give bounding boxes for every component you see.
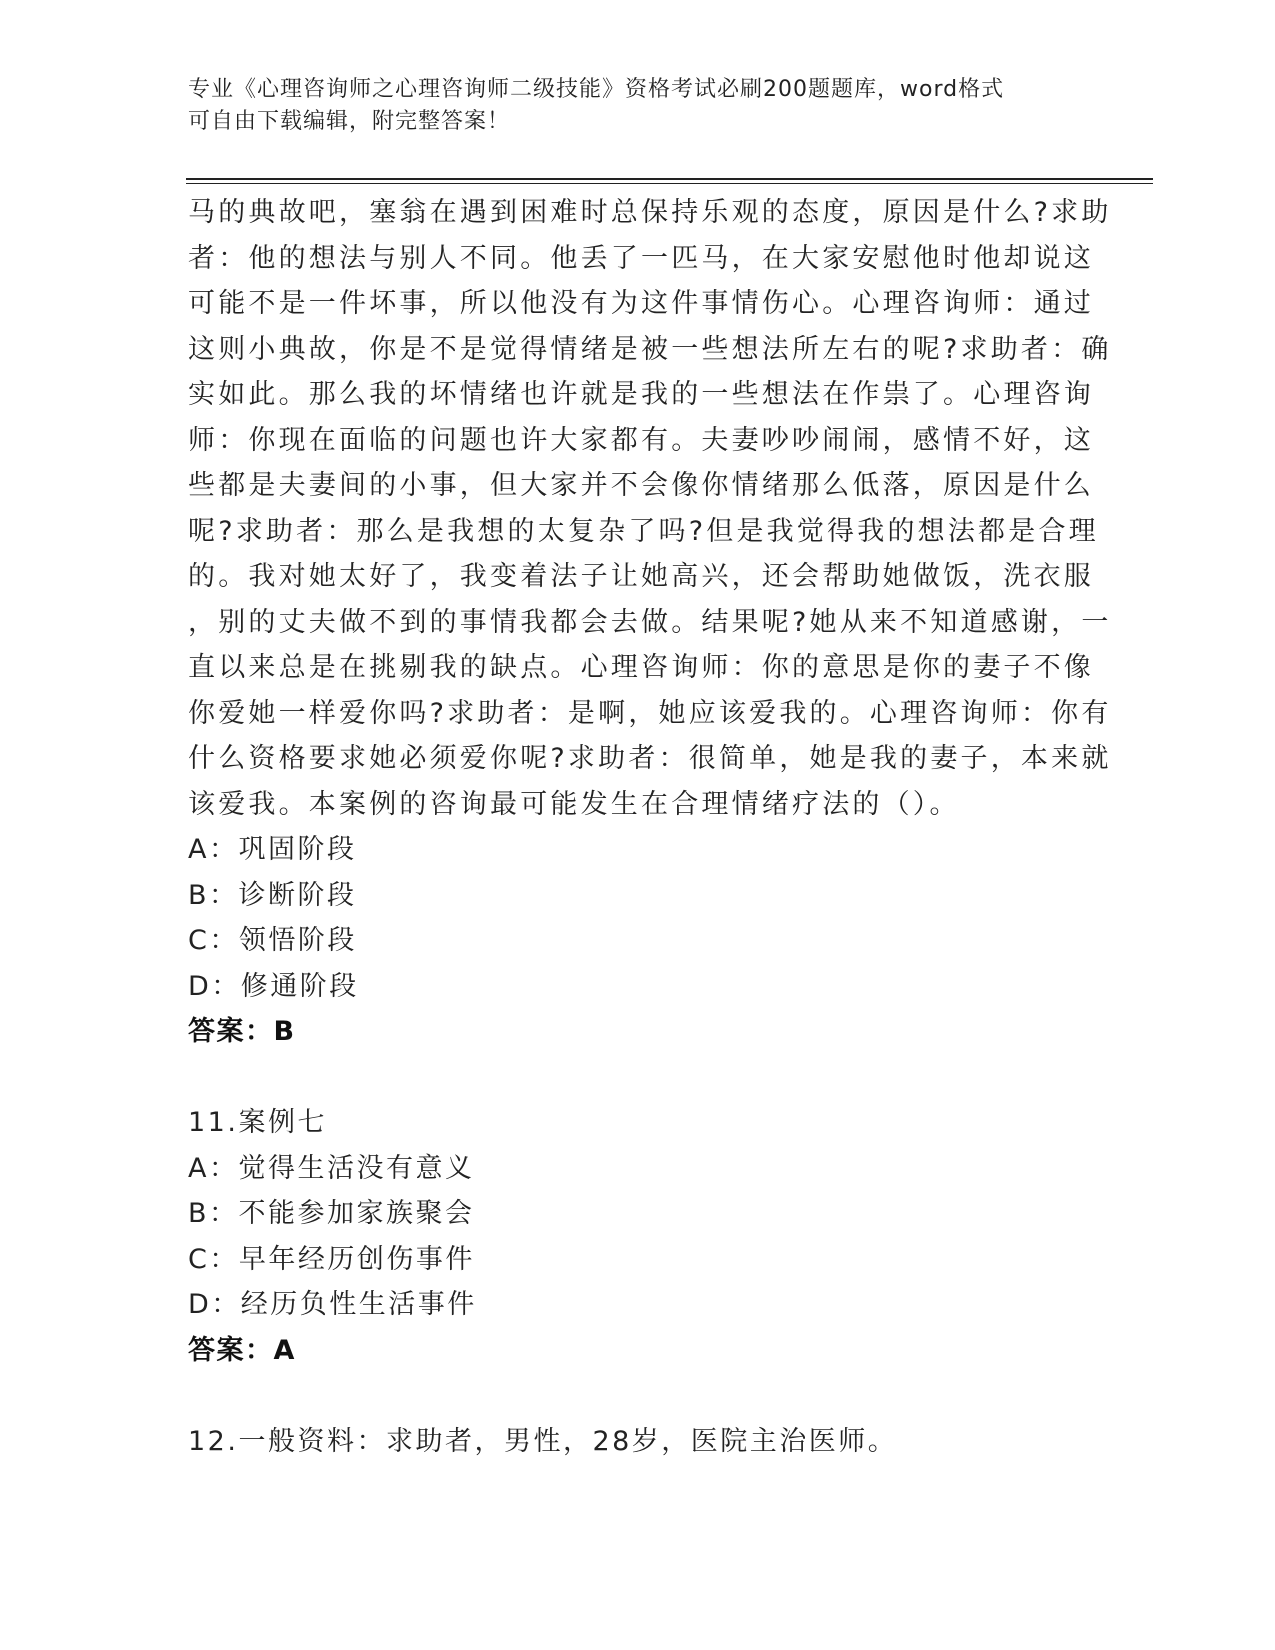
question-12-title: 12.一般资料：求助者，男性，28岁，医院主治医师。: [188, 1425, 898, 1457]
option-a: A：巩固阶段: [188, 834, 357, 865]
option-d: D：修通阶段: [188, 970, 359, 1002]
option-b: B：不能参加家族聚会: [188, 1198, 475, 1229]
question-text-line: ，别的丈夫做不到的事情我都会去做。结果呢?她从来不知道感谢，一: [188, 606, 1112, 638]
option-a: A：觉得生活没有意义: [188, 1152, 475, 1184]
question-text-line: 的。我对她太好了，我变着法子让她高兴，还会帮助她做饭，洗衣服: [188, 561, 1094, 592]
question-10-stem: [188, 190, 1112, 827]
question-10-answer: 答案：B: [188, 1016, 296, 1047]
option-c: C：早年经历创伤事件: [188, 1243, 475, 1275]
header-divider-thick: [186, 178, 1153, 180]
question-text-line: 该爱我。本案例的咨询最可能发生在合理情绪疗法的（）。: [188, 788, 960, 820]
header-title-line-2: 可自由下载编辑，附完整答案！: [188, 109, 511, 134]
question-text-line: 呢?求助者：那么是我想的太复杂了吗?但是我觉得我的想法都是合理: [188, 515, 1099, 547]
option-d: D：经历负性生活事件: [188, 1289, 477, 1320]
option-b: B：诊断阶段: [188, 879, 357, 911]
question-text-line: 你爱她一样爱你吗?求助者：是啊，她应该爱我的。心理咨询师：你有: [188, 697, 1112, 729]
question-11-options: [188, 1146, 1088, 1328]
page-header: [188, 74, 1068, 138]
question-text-line: 者：他的想法与别人不同。他丢了一匹马，在大家安慰他时他却说这: [188, 242, 1094, 274]
question-text-line: 什么资格要求她必须爱你呢?求助者：很简单，她是我的妻子，本来就: [188, 743, 1112, 774]
question-text-line: 直以来总是在挑剔我的缺点。心理咨询师：你的意思是你的妻子不像: [188, 652, 1094, 683]
question-11-title: 11.案例七: [188, 1107, 327, 1138]
spacer: [188, 1055, 1088, 1101]
question-text-line: 些都是夫妻间的小事，但大家并不会像你情绪那么低落，原因是什么: [188, 470, 1094, 501]
spacer: [188, 1373, 1088, 1419]
document-body: [188, 190, 1112, 1464]
header-divider-thin: [186, 183, 1153, 184]
header-title-line-1: 专业《心理咨询师之心理咨询师二级技能》资格考试必刷200题题库，word格式: [188, 77, 1005, 102]
question-text-line: 实如此。那么我的坏情绪也许就是我的一些想法在作祟了。心理咨询: [188, 379, 1094, 410]
question-text-line: 这则小典故，你是不是觉得情绪是被一些想法所左右的呢?求助者：确: [188, 333, 1112, 365]
question-10-options: [188, 827, 1088, 1009]
question-text-line: 师：你现在面临的问题也许大家都有。夫妻吵吵闹闹，感情不好，这: [188, 424, 1094, 456]
question-text-line: 马的典故吧，塞翁在遇到困难时总保持乐观的态度，原因是什么?求助: [188, 197, 1112, 228]
question-11-answer: 答案：A: [188, 1334, 296, 1366]
option-c: C：领悟阶段: [188, 925, 357, 956]
question-text-line: 可能不是一件坏事，所以他没有为这件事情伤心。心理咨询师：通过: [188, 288, 1094, 319]
